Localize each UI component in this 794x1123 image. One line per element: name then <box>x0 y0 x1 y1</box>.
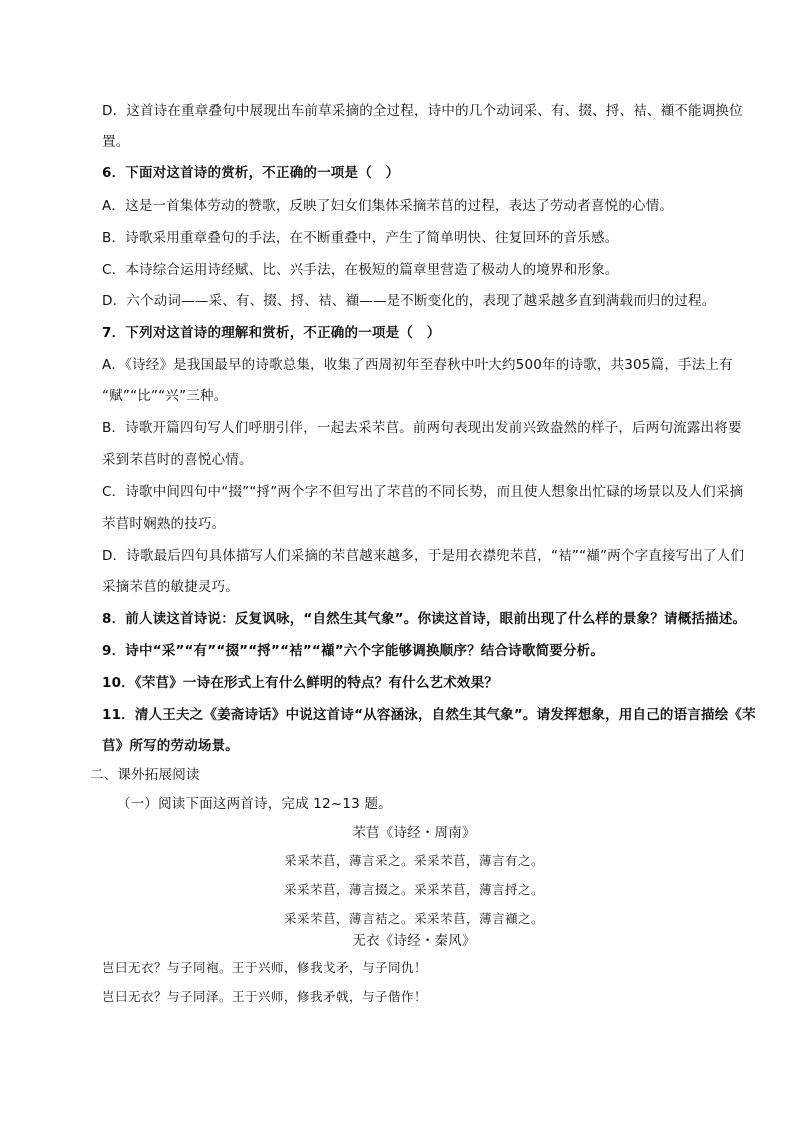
option-d-line-cont: 置。 <box>102 134 130 150</box>
poem-2-title: 无衣《诗经・秦风》 <box>352 933 476 949</box>
question-7-option-d: D．诗歌最后四句具体描写人们采摘的芣苢越来越多，于是用衣襟兜芣苢，“袺”“襭”两个字直接写出了人们 <box>102 548 745 564</box>
question-6-option-d: D．六个动词——采、有、掇、捋、袺、襭——是不断变化的，表现了越采越多直到满载而归的过程。 <box>102 293 716 309</box>
poem-1-title: 芣苢《诗经・周南》 <box>352 825 476 841</box>
question-11: 11．清人王夫之《姜斋诗话》中说这首诗“从容涵泳，自然生其气象”。请发挥想象，用自己的语言描绘《芣 <box>102 707 756 723</box>
question-7-option-b-cont: 采到芣苢时的喜悦心情。 <box>102 452 253 468</box>
question-9: 9．诗中“采”“有”“掇”“捋”“袺”“襭”六个字能够调换顺序？结合诗歌简要分析。 <box>102 643 605 659</box>
question-11-cont: 苢》所写的劳动场景。 <box>102 738 239 754</box>
question-7-option-c: C．诗歌中间四句中“掇”“捋”两个字不但写出了芣苢的不同长势，而且使人想象出忙碌的场景以及人们采摘 <box>102 484 744 500</box>
question-7-option-a: A．《诗经》是我国最早的诗歌总集，收集了西周初年至春秋中叶大约500年的诗歌，共305篇，手法上有 <box>102 357 733 373</box>
question-8: 8．前人读这首诗说：反复讽咏，“自然生其气象”。你读这首诗，眼前出现了什么样的景象？请概括描述。 <box>102 611 747 627</box>
question-10: 10．《芣苢》一诗在形式上有什么鲜明的特点？有什么艺术效果？ <box>102 675 499 691</box>
subsection-heading: （一）阅读下面这两首诗，完成 12~13 题。 <box>117 796 392 812</box>
question-6-option-b: B．诗歌采用重章叠句的手法，在不断重叠中，产生了简单明快、往复回环的音乐感。 <box>102 230 619 246</box>
question-7-option-a-cont: “赋”“比”“兴”三种。 <box>102 388 228 404</box>
question-6-option-a: A．这是一首集体劳动的赞歌，反映了妇女们集体采摘芣苢的过程，表达了劳动者喜悦的心情。 <box>102 198 674 214</box>
poem-1-line: 采采芣苢，薄言采之。采采芣苢，薄言有之。 <box>283 853 544 868</box>
poem-1-line: 采采芣苢，薄言掇之。采采芣苢，薄言捋之。 <box>283 882 544 897</box>
question-7-option-b: B．诗歌开篇四句写人们呼朋引伴，一起去采芣苢。前两句表现出发前兴致盎然的样子，后两句流露出将要 <box>102 420 742 436</box>
question-7: 7．下列对这首诗的理解和赏析，不正确的一项是（ ） <box>102 325 441 341</box>
question-6-option-c: C．本诗综合运用诗经赋、比、兴手法，在极短的篇章里营造了极动人的境界和形象。 <box>102 262 619 278</box>
question-7-option-c-cont: 芣苢时娴熟的技巧。 <box>102 516 226 532</box>
poem-2-line: 岂曰无衣？与子同泽。王于兴师，修我矛戟，与子偕作！ <box>102 989 428 1004</box>
question-6: 6．下面对这首诗的赏析，不正确的一项是（ ） <box>102 165 400 181</box>
section-heading: 二、课外拓展阅读 <box>90 767 200 783</box>
option-d-line: D．这首诗在重章叠句中展现出车前草采摘的全过程，诗中的几个动词采、有、掇、捋、袺、襭不能调换位 <box>102 103 743 119</box>
question-7-option-d-cont: 采摘芣苢的敏捷灵巧。 <box>102 579 239 595</box>
poem-1-line: 采采芣苢，薄言袺之。采采芣苢，薄言襭之。 <box>283 911 544 926</box>
poem-2-line: 岂曰无衣？与子同袍。王于兴师，修我戈矛，与子同仇！ <box>102 960 428 975</box>
